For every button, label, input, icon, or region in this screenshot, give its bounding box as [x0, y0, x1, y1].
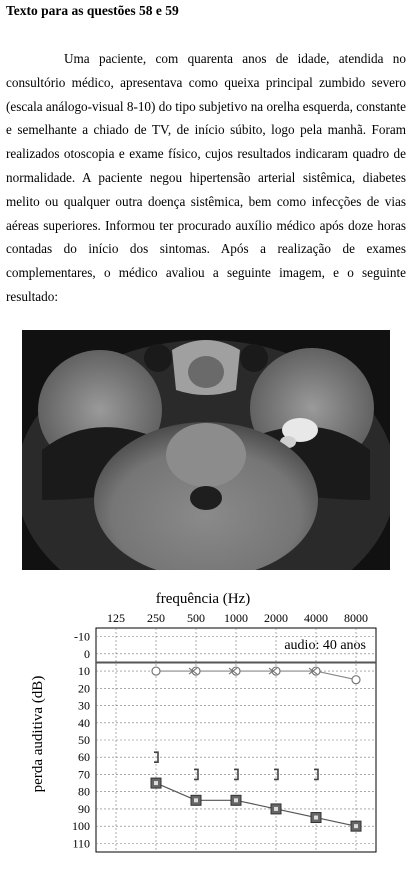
series-line: [156, 671, 356, 680]
y-tick-label: 20: [78, 681, 90, 696]
data-point-square-inner: [154, 781, 158, 785]
y-tick-label: 100: [72, 819, 90, 834]
y-tick-label: 50: [78, 733, 90, 747]
data-point-square-inner: [274, 807, 278, 811]
data-point-square-inner: [354, 824, 358, 828]
chart-title: frequência (Hz): [155, 591, 251, 607]
y-tick-label: 80: [78, 784, 90, 799]
audiogram: [0, 585, 411, 865]
data-point-square-inner: [194, 798, 198, 802]
y-tick-label: 110: [72, 836, 90, 851]
x-tick-label: 8000: [344, 611, 368, 625]
x-tick-label: 4000: [304, 611, 328, 625]
mri-image: [22, 330, 390, 570]
x-tick-label: 125: [107, 611, 125, 625]
y-tick-label: 70: [78, 767, 90, 782]
x-tick-label: 500: [187, 611, 205, 625]
series-line: [156, 783, 356, 826]
mri-drawing: [22, 330, 390, 570]
y-tick-label: 60: [78, 750, 90, 765]
y-tick-label: 40: [78, 715, 90, 730]
chart-annotation: audio: 40 anos: [284, 638, 366, 653]
y-tick-label: 0: [84, 646, 90, 661]
y-tick-label: -10: [74, 629, 90, 644]
y-tick-label: 90: [78, 801, 90, 816]
data-point-circle: [152, 667, 160, 675]
case-paragraph: Uma paciente, com quarenta anos de idade, atendida no consultório médico, apresentava como queixa principal zumbido severo (escala análogo-visual 8-10) do tipo subjetivo na orelha esquerda, constante e semelhante a chiado de TV, de início súbito, logo pela manhã. Foram realizados otoscopia e exame físico, cujos resultados indicaram quadro de normalidade. A paciente negou hipertensão arterial sistêmica, diabetes melito ou qualquer outra doença sistêmica, bem como infecções de vias aéreas superiores. Informou ter procurado auxílio médico após doze horas contadas do início dos sintomas. Após a realização de exames complementares, o médico avaliou a seguinte imagem, e o seguinte resultado:: [6, 51, 406, 304]
x-tick-label: 250: [147, 611, 165, 625]
chart-ylabel: perda auditiva (dB): [30, 675, 46, 793]
x-tick-label: 1000: [224, 611, 248, 625]
x-tick-label: 2000: [264, 611, 288, 625]
section-title: Texto para as questões 58 e 59: [6, 3, 179, 18]
case-description: [6, 47, 406, 309]
y-tick-label: 30: [78, 698, 90, 713]
data-point-square-inner: [234, 798, 238, 802]
audiogram-chart: [0, 585, 411, 865]
data-point-square-inner: [314, 816, 318, 820]
y-tick-label: 10: [78, 664, 90, 679]
data-point-circle: [352, 676, 360, 684]
